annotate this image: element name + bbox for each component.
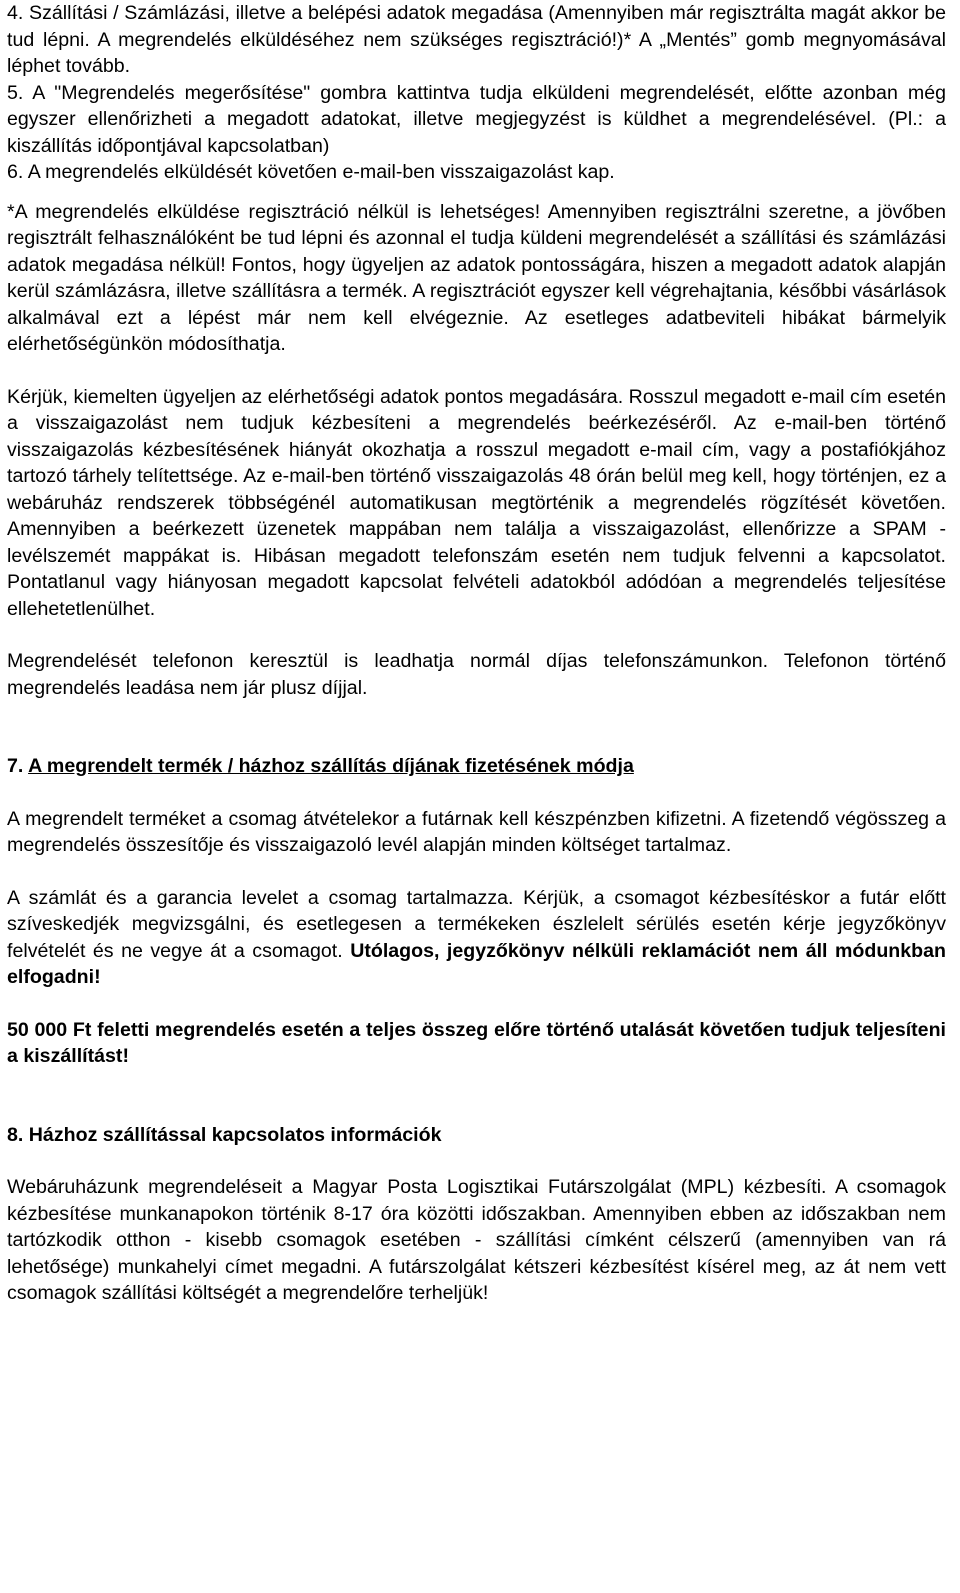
document-page [7, 0, 946, 1307]
inspection-text: A számlát és a garancia levelet a csomag tartalmazza. Kérjük, a csomagot kézbesítéskor a futár előtt szíveskedjék megvizsgálni, és esetlegesen a termékeken észlelelt sérülés esetén kérje jegyzőkönyv felvételét és ne vegye át a csomagot. [7, 886, 946, 962]
section-7-title: A megrendelt termék / házhoz szállítás díjának fizetésének módja [28, 755, 634, 777]
step-4: 4. Szállítási / Számlázási, illetve a belépési adatok megadása (Amennyiben már regisztrálta magát akkor be tud lépni. A megrendelés elküldéséhez nem szükséges regisztráció!)* A „Mentés” gomb megnyomásával léphet tovább. [7, 2, 946, 77]
registration-note: *A megrendelés elküldése regisztráció nélkül is lehetséges! Amennyiben regisztrálni szeretne, a jövőben regisztrált felhasználóként be tud lépni és azonnal el tudja küldeni megrendelését a szállítási és számlázási adatok megadása nélkül! Fontos, hogy ügyeljen az adatok pontosságára, hiszen a megadott adatok alapján kerül számlázásra, illetve szállításra a termék. A regisztrációt egyszer kell végrehajtania, későbbi vásárlások alkalmával ezt a lépést már nem kell elvégeznie. Az esetleges adatbeviteli hibákat bármelyik elérhetőségünkön módosíthatja. [7, 200, 946, 355]
phone-note: Megrendelését telefonon keresztül is leadhatja normál díjas telefonszámunkon. Telefonon történő megrendelés leadása nem jár plusz díjjal. [7, 650, 946, 699]
section-7-number: 7. [7, 755, 24, 777]
delivery-info-paragraph: Webáruházunk megrendeléseit a Magyar Posta Logisztikai Futárszolgálat (MPL) kézbesíti. A csomagok kézbesítése munkanapokon történik 8-17 óra közötti időszakban. Amennyiben ebben az időszakban nem tartózkodik otthon - kisebb csomagok esetében - szállítási címként célszerű (amennyiben van rá lehetősége) munkahelyi címet megadni. A futárszolgálat kétszeri kézbesítést kísérel meg, az át nem vett csomagok szállítási költségét a megrendelőre terheljük! [7, 1176, 946, 1304]
step-5: 5. A "Megrendelés megerősítése" gombra kattintva tudja elküldeni megrendelését, előtte azonban még egyszer ellenőrizheti a megadott adatokat, illetve megjegyzést is küldhet a megrendelésével. (Pl.: a kiszállítás időpontjával kapcsolatban) [7, 81, 946, 157]
section-7-heading [7, 753, 946, 780]
prepayment-notice: 50 000 Ft feletti megrendelés esetén a teljes összeg előre történő utalását követően tudjuk teljesíteni a kiszállítást! [7, 1018, 946, 1067]
step-6: 6. A megrendelés elküldését követően e-mail-ben visszaigazolást kap. [7, 161, 615, 183]
inspection-paragraph [7, 885, 946, 991]
section-8-heading: 8. Házhoz szállítással kapcsolatos információk [7, 1123, 442, 1146]
contact-note: Kérjük, kiemelten ügyeljen az elérhetőségi adatok pontos megadására. Rosszul megadott e-mail cím esetén a visszaigazolást nem tudjuk kézbesíteni a megrendelés beérkezéséről. Az e-mail-ben történő visszaigazolás kézbesítésének hiányát okozhatja a rosszul megadott e-mail cím, vagy a postafiókjához tartozó tárhely telítettsége. Az e-mail-ben történő visszaigazolás 48 órán belül meg kell, hogy történjen, ez a webáruház rendszerek többségénél automatikusan megtörténik a megrendelés rögzítését követően. Amennyiben a beérkezett üzenetek mappában nem találja a visszaigazolást, ellenőrizze a SPAM - levélszemét mappákat is. Hibásan megadott telefonszám esetén nem tudjuk felvenni a kapcsolatot. Pontatlanul vagy hiányosan megadott kapcsolat felvételi adatokból adódóan a megrendelés teljesítése ellehetetlenülhet. [7, 385, 946, 620]
inspection-warning: Utólagos, jegyzőkönyv nélküli reklamációt nem áll módunkban elfogadni! [7, 939, 946, 988]
payment-paragraph: A megrendelt terméket a csomag átvételekor a futárnak kell készpénzben kifizetni. A fizetendő végösszeg a megrendelés összesítője és visszaigazoló levél alapján minden költséget tartalmaz. [7, 807, 946, 856]
